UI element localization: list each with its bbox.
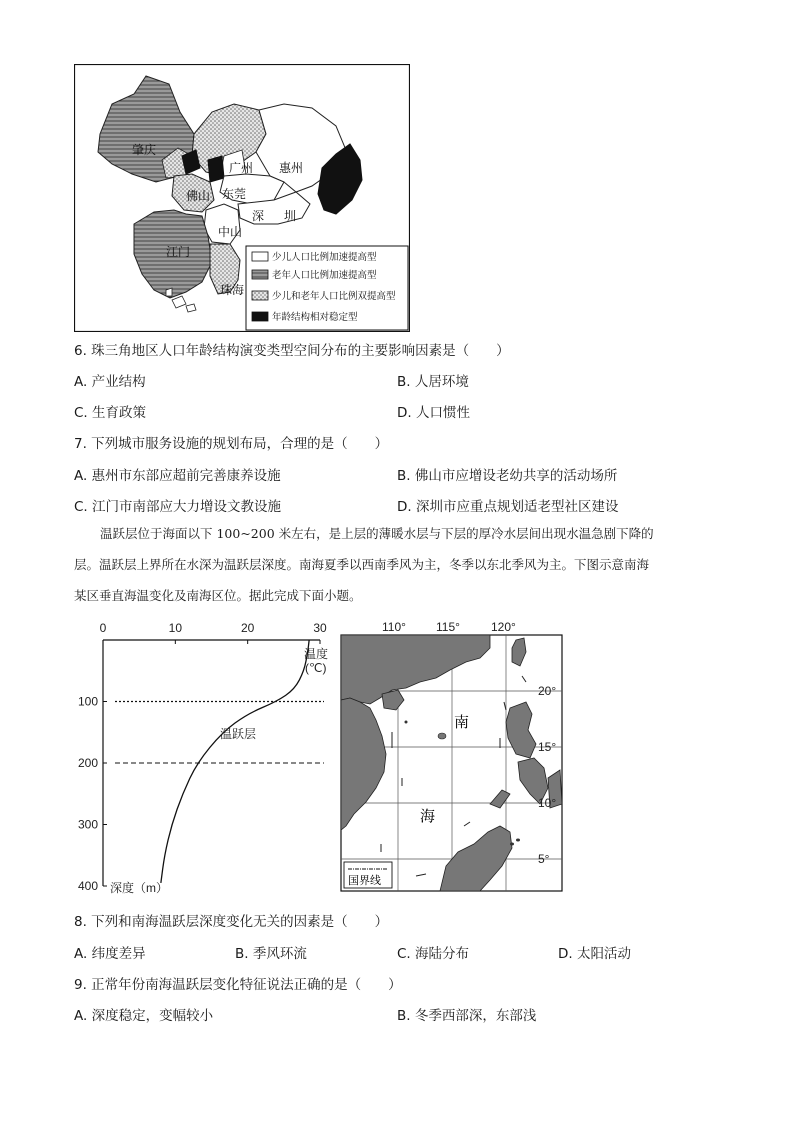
question-7-stem: 7. 下列城市服务设施的规划布局，合理的是（ ）: [74, 436, 389, 452]
lat-label-10: 10°: [538, 796, 557, 810]
border-legend-label: 国界线: [348, 874, 381, 887]
question-9-option-b[interactable]: B. 冬季西部深，东部浅: [397, 1008, 537, 1024]
lat-label-5: 5°: [538, 852, 550, 866]
y-axis-label: 深度（m）: [110, 881, 168, 895]
x-tick-label: 20: [240, 621, 255, 635]
city-label-zhaoqing: 肇庆: [132, 143, 157, 157]
question-8-option-d[interactable]: D. 太阳活动: [558, 946, 631, 962]
lat-label-15: 15°: [538, 740, 557, 754]
sea-char-nan: 南: [454, 713, 470, 731]
question-6-option-b[interactable]: B. 人居环境: [397, 374, 469, 390]
temperature-curve: [161, 640, 309, 883]
question-6-option-d[interactable]: D. 人口惯性: [397, 405, 470, 421]
city-label-dongguan: 东莞: [222, 187, 247, 201]
x-axis-label: 温度: [304, 647, 329, 661]
legend-label: 老年人口比例加速提高型: [272, 270, 377, 281]
question-8-option-c[interactable]: C. 海陆分布: [397, 946, 470, 962]
city-label-foshan: 佛山: [186, 189, 211, 203]
city-label-zhuhai: 珠海: [220, 283, 245, 297]
city-label-zhongshan: 中山: [218, 225, 243, 239]
question-6-stem: 6. 珠三角地区人口年龄结构演变类型空间分布的主要影响因素是（ ）: [74, 343, 510, 359]
city-label-guangzhou: 广州: [229, 161, 254, 175]
city-label-shenzhen: 深: [252, 209, 265, 223]
question-9-option-a[interactable]: A. 深度稳定，变幅较小: [74, 1008, 214, 1024]
sea-char-hai: 海: [420, 807, 436, 825]
legend-label: 少儿和老年人口比例双提高型: [272, 291, 396, 302]
legend-swatch-dots: [252, 291, 268, 300]
question-8-option-a[interactable]: A. 纬度差异: [74, 946, 146, 962]
passage-line-2: 层。温跃层上界所在水深为温跃层深度。南海夏季以西南季风为主，冬季以东北季风为主。下图示意南海: [74, 557, 650, 572]
temperature-depth-chart: [70, 618, 336, 896]
question-7-option-a[interactable]: A. 惠州市东部应超前完善康养设施: [74, 468, 281, 484]
legend-swatch-white: [252, 252, 268, 261]
lon-label-120: 120°: [491, 620, 516, 634]
x-axis-unit: (℃): [305, 661, 327, 675]
legend-swatch-hatch: [252, 270, 268, 279]
y-tick-label: 300: [77, 817, 98, 832]
prd-population-map: [74, 64, 410, 332]
y-tick-label: 400: [77, 879, 98, 893]
question-6-option-a[interactable]: A. 产业结构: [74, 374, 146, 390]
legend-label: 少儿人口比例加速提高型: [272, 252, 377, 263]
lat-label-20: 20°: [538, 684, 557, 698]
legend-label: 年龄结构相对稳定型: [272, 312, 358, 323]
passage-line-1: 温跃层位于海面以下 100~200 米左右，是上层的薄暖水层与下层的厚冷水层间出现水温急剧下降的: [100, 526, 654, 541]
question-8-stem: 8. 下列和南海温跃层深度变化无关的因素是（ ）: [74, 914, 389, 930]
y-tick-label: 200: [77, 756, 98, 770]
question-7-option-b[interactable]: B. 佛山市应增设老幼共享的活动场所: [397, 468, 618, 484]
question-9-stem: 9. 正常年份南海温跃层变化特征说法正确的是（ ）: [74, 977, 402, 993]
y-tick-label: 100: [77, 694, 98, 709]
x-tick-label: 10: [168, 621, 183, 635]
lon-label-110: 110°: [382, 620, 406, 634]
lon-label-115: 115°: [436, 620, 460, 634]
passage-line-3: 某区垂直海温变化及南海区位。据此完成下面小题。: [74, 588, 362, 603]
x-tick-label: 0: [99, 621, 107, 635]
question-7-option-d[interactable]: D. 深圳市应重点规划适老型社区建设: [397, 499, 619, 515]
question-8-option-b[interactable]: B. 季风环流: [235, 946, 307, 962]
x-tick-label: 30: [313, 621, 327, 635]
city-label-huizhou: 惠州: [279, 161, 304, 175]
city-label-jiangmen: 江门: [166, 245, 191, 259]
south-china-sea-map: [340, 618, 570, 894]
question-7-option-c[interactable]: C. 江门市南部应大力增设文教设施: [74, 499, 282, 515]
thermocline-label: 温跃层: [220, 727, 257, 741]
legend-swatch-black: [252, 312, 268, 321]
question-6-option-c[interactable]: C. 生育政策: [74, 405, 147, 421]
city-label-shenzhen-2: 圳: [284, 209, 297, 223]
